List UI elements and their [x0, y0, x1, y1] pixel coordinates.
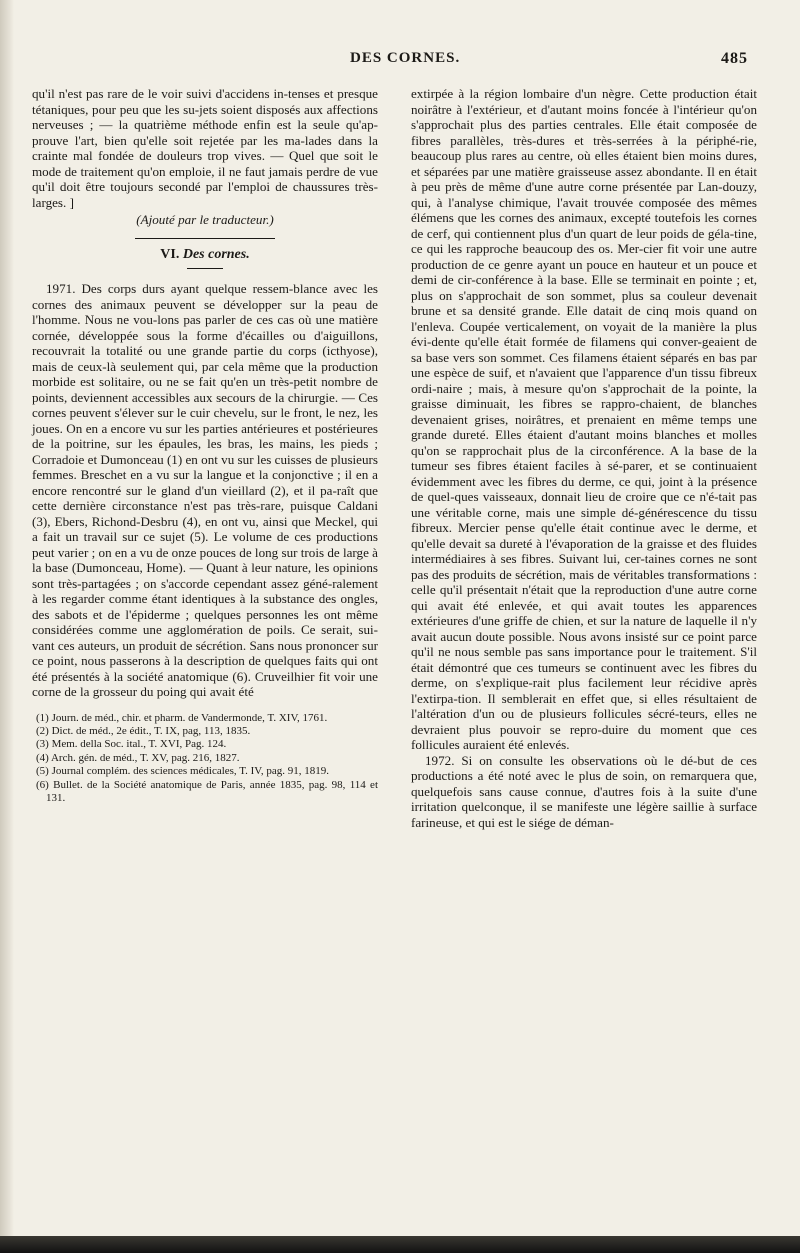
section-number: VI.: [160, 246, 180, 262]
page-header: [50, 50, 760, 70]
footnote: (2) Dict. de méd., 2e édit., T. IX, pag, 113, 1835.: [36, 724, 251, 737]
scan-bottom-edge: [0, 1236, 800, 1253]
footnotes: [32, 712, 378, 806]
left-column: [32, 86, 378, 805]
right-column: [411, 86, 757, 830]
footnote: (3) Mem. della Soc. ital., T. XVI, Pag. 124.: [36, 738, 227, 751]
footnote: (6) Bullet. de la Société anatomique de Paris, année 1835, pag. 98, 114 et 131.: [36, 778, 378, 804]
running-title: DES CORNES.: [350, 50, 461, 66]
section-title: Des cornes.: [182, 246, 250, 262]
section-heading: [32, 247, 378, 263]
heading-rule: [187, 268, 223, 269]
page-binding-edge: [0, 0, 14, 1253]
paragraph-continued-right: extirpée à la région lombaire d'un nègre. Cette production était noirâtre à l'extérieur, et d'autant moins foncée à l'intérieur qu'on s'approchait plus des parties centrales. Elle était composée de fibres parallèles, très-dures et très-serrées à la périphé-rie, beaucoup plus rares au centre, où elles étaient bien moins dures, et séparées par une matière graisseuse assez abondante. Il en était à peu près de même d'une autre corne présentée par Lan-douzy, qui, à l'analyse chimique, l'avait trouvée composée des mêmes élémens que les cornes des animaux, excepté toutefois les cornes de cerf, qui contiennent plus d'un quart de leur poids de géla-tine, ce qui les rapproche beaucoup des os. Mer-cier fit voir une autre production de ce genre ayant un pouce en hauteur et un pouce et demi de cir-conférence à la base. Elle se terminait en pointe ; et, plus on s'approchait de son sommet, plus sa couleur devenait brune et sa densité grande. Elle datait de cinq mois quand on l'enleva. Coupée verticalement, on voyait de la manière la plus évi-dente qu'elle était formée de filamens qui conver-geaient de sa base vers son sommet. Ces filamens étaient séparés en bas par une espèce de suif, et n'avaient que l'apparence d'un tissu fibreux ordi-naire ; mais, à mesure qu'on s'approchait de la pointe, la graisse diminuait, les fibres se rappro-chaient, de blanches devenaient grises, noirâtres, et prenaient en même temps une grande dureté. Elles étaient d'autant moins blanches et molles qu'on se rapprochait plus de la circonférence. A la base de la tumeur ses fibres étaient faciles à sé-parer, et se continuaient évidemment avec les fibres du derme, ce qui, joint à la présence de quel-ques vaisseaux, donnait lieu de croire que ce n'é-tait pas une véritable corne, mais une simple dé-générescence du tissu fibreux. Mercier pense qu'elle était continue avec le derme, et qu'elle devait sa dureté à l'évaporation de la graisse et des fluides intermédiaires à ses fibres. Suivant lui, cer-taines cornes ne sont pas des produits de sécrétion, mais de véritables transformations : celle qu'il présentait n'était que la reproduction d'une autre corne qui avait été enlevée, et qui avait toutes les apparences extérieures d'une griffe de chien, et sur la nature de laquelle il n'y avait aucun doute possible. Nous avons insisté sur ce point parce qu'il ne nous semble pas sans importance pour le traitement. S'il était démontré que ces tumeurs se continuent avec les fibres du derme, on s'explique-rait plus facilement leur récidive après l'extirpa-tion. Il semblerait en effet que, si elles résultaient de l'altération d'un ou de plusieurs follicules sécré-teurs, elles ne devraient plus pouvoir se repro-duire du moment que ces follicules auraient été enlevés.: [411, 86, 757, 752]
page-number: 485: [721, 50, 748, 67]
paragraph-1972: 1972. Si on consulte les observations où le dé-but de ces productions a été noté avec le plus de soin, on remarquera que, quelquefois sans cause connue, d'autres fois à la suite d'une irritation quelconque, il se manifeste une légère saillie à surface farineuse, et qui est le siége de déman-: [411, 752, 757, 830]
paragraph-1971: 1971. Des corps durs ayant quelque ressem-blance avec les cornes des animaux peuvent se développer sur la peau de l'homme. Nous ne vou-lons pas parler de ces cas où une matière cornée, développée sous la forme d'écailles ou d'aiguillons, recouvrait la totalité ou une grande partie du corps (icthyose), mais de ceux-là seulement qui, par cela même que la production morbide est solitaire, ou ne se fait qu'en un très-petit nombre de points, deviennent accessibles aux secours de la chirurgie. — Ces cornes peuvent s'élever sur le cuir chevelu, sur le front, le nez, les joues. On en a encore vu sur les parties antérieures et postérieures de la poitrine, sur les épaules, les bras, les mains, les pieds ; Corradoie et Dumonceau (1) en ont vu sur les cuisses de plusieurs femmes. Breschet en a vu sur la langue et la conjonctive ; il en a encore rencontré sur le gland d'un vieillard (2), et il pa-raît que cette dernière circonstance n'est pas très-rare, puisque Caldani (3), Ebers, Richond-Desbru (4), en ont vu, ainsi que Meckel, qui a fait un travail sur ce sujet (5). Le volume de ces productions peut varier ; on en a vu de onze pouces de long sur trois de large à la base (Dumonceau, Home). — Quant à leur nature, les opinions sont très-partagées ; on s'accorde cependant assez géné-ralement à les regarder comme étant identiques à la substance des ongles, des sabots et de l'épiderme ; quelques personnes les ont même considérées comme une agglomération de poils. Ce serait, sui-vant ces auteurs, un produit de sécrétion. Sans nous prononcer sur ce point, nous passerons à la description de quelques faits qui ont été présentés à la société anatomique (6). Cruveilhier fit voir une corne de la grosseur du poing qui avait été: [32, 281, 378, 699]
paragraph-continued: qu'il n'est pas rare de le voir suivi d'accidens in-tenses et presque tétaniques, pour peu que les su-jets soient disposés aux affections nerveuses ; — la quatrième méthode enfin est la seule qu'ap-prouve l'art, bien qu'elle soit rejetée par les ma-lades dans la crainte mal fondée de douleurs trop vives. — Quel que soit le mode de traitement qu'on emploie, il ne faut jamais perdre de vue qu'il doit être toujours secondé par l'emploi de chaussures très-larges. ]: [32, 86, 378, 210]
footnote: (5) Journal complém. des sciences médicales, T. IV, pag. 91, 1819.: [36, 765, 329, 778]
translator-attribution: (Ajouté par le traducteur.): [136, 212, 274, 227]
footnote: (4) Arch. gén. de méd., T. XV, pag. 216, 1827.: [36, 751, 240, 764]
footnote: (1) Journ. de méd., chir. et pharm. de Vandermonde, T. XIV, 1761.: [36, 711, 328, 724]
section-divider: [135, 238, 275, 239]
